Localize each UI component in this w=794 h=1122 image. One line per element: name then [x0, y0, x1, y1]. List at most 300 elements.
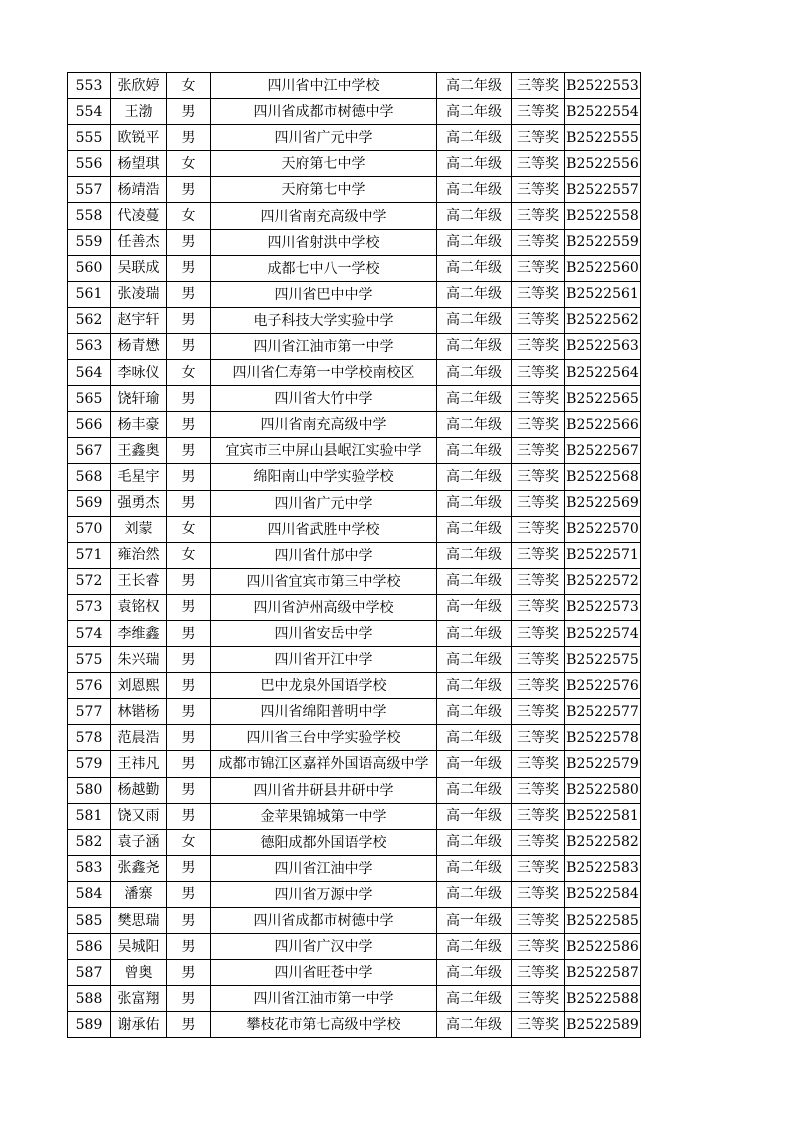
grade-cell: 高二年级: [437, 412, 512, 438]
grade-cell: 高二年级: [437, 673, 512, 699]
school-name: 四川省中江中学校: [267, 78, 380, 95]
school-name: 天府第七中学: [281, 156, 366, 173]
grade-cell: 高二年级: [437, 307, 512, 333]
certificate-code-cell: B2522576: [565, 673, 641, 699]
grade-cell: 高一年级: [437, 803, 512, 829]
award-cell: 三等奖: [512, 490, 565, 516]
award-cell: 三等奖: [512, 386, 565, 412]
school-cell: [211, 464, 437, 490]
award-cell: 三等奖: [512, 908, 565, 934]
table-row: [68, 986, 641, 1012]
certificate-code-cell: B2522564: [565, 360, 641, 386]
student-name-cell: 刘恩熙: [111, 673, 167, 699]
award-cell: 三等奖: [512, 620, 565, 646]
school-cell: [211, 568, 437, 594]
student-name-cell: 袁铭权: [111, 594, 167, 620]
school-name: 四川省三台中学实验学校: [246, 730, 401, 747]
gender-cell: 男: [167, 934, 211, 960]
table-row: [68, 203, 641, 229]
school-cell: [211, 307, 437, 333]
serial-number-cell: 580: [68, 777, 111, 803]
serial-number-cell: 571: [68, 542, 111, 568]
school-name: 四川省广汉中学: [274, 939, 373, 956]
student-name-cell: 赵宇轩: [111, 307, 167, 333]
award-cell: 三等奖: [512, 255, 565, 281]
gender-cell: 男: [167, 803, 211, 829]
school-cell: [211, 281, 437, 307]
student-name-cell: 朱兴瑞: [111, 647, 167, 673]
serial-number-cell: 574: [68, 620, 111, 646]
table-row: [68, 751, 641, 777]
grade-cell: 高二年级: [437, 333, 512, 359]
school-name: 宜宾市三中屏山县岷江实验中学: [225, 443, 422, 460]
student-name-cell: 强勇杰: [111, 490, 167, 516]
grade-cell: 高二年级: [437, 881, 512, 907]
gender-cell: 男: [167, 438, 211, 464]
grade-cell: 高二年级: [437, 125, 512, 151]
school-cell: [211, 438, 437, 464]
school-cell: [211, 960, 437, 986]
table-row: [68, 725, 641, 751]
school-name: 四川省南充高级中学: [260, 208, 387, 225]
serial-number-cell: 583: [68, 855, 111, 881]
school-cell: [211, 699, 437, 725]
school-cell: [211, 73, 437, 99]
student-name-cell: 杨丰豪: [111, 412, 167, 438]
serial-number-cell: 566: [68, 412, 111, 438]
grade-cell: 高二年级: [437, 647, 512, 673]
award-cell: 三等奖: [512, 307, 565, 333]
award-cell: 三等奖: [512, 699, 565, 725]
gender-cell: 男: [167, 412, 211, 438]
grade-cell: 高二年级: [437, 725, 512, 751]
school-cell: [211, 360, 437, 386]
school-name: 攀枝花市第七高级中学校: [246, 1017, 401, 1034]
award-cell: 三等奖: [512, 777, 565, 803]
table-row: [68, 229, 641, 255]
serial-number-cell: 560: [68, 255, 111, 281]
gender-cell: 男: [167, 386, 211, 412]
gender-cell: 男: [167, 333, 211, 359]
student-name-cell: 毛星宇: [111, 464, 167, 490]
table-row: [68, 99, 641, 125]
certificate-code-cell: B2522581: [565, 803, 641, 829]
award-list-table: [67, 72, 641, 1038]
grade-cell: 高一年级: [437, 751, 512, 777]
school-name: 巴中龙泉外国语学校: [260, 678, 387, 695]
award-cell: 三等奖: [512, 934, 565, 960]
award-cell: 三等奖: [512, 829, 565, 855]
award-cell: 三等奖: [512, 855, 565, 881]
serial-number-cell: 557: [68, 177, 111, 203]
award-cell: 三等奖: [512, 803, 565, 829]
grade-cell: 高二年级: [437, 99, 512, 125]
grade-cell: 高二年级: [437, 73, 512, 99]
grade-cell: 高二年级: [437, 386, 512, 412]
school-cell: [211, 516, 437, 542]
school-cell: [211, 803, 437, 829]
school-name: 四川省旺苍中学: [274, 965, 373, 982]
serial-number-cell: 565: [68, 386, 111, 412]
certificate-code-cell: B2522588: [565, 986, 641, 1012]
student-name-cell: 王祎凡: [111, 751, 167, 777]
gender-cell: 女: [167, 542, 211, 568]
serial-number-cell: 586: [68, 934, 111, 960]
gender-cell: 男: [167, 960, 211, 986]
certificate-code-cell: B2522584: [565, 881, 641, 907]
school-name: 绵阳南山中学实验学校: [253, 469, 394, 486]
table-row: [68, 412, 641, 438]
award-cell: 三等奖: [512, 751, 565, 777]
certificate-code-cell: B2522586: [565, 934, 641, 960]
table-row: [68, 594, 641, 620]
award-cell: 三等奖: [512, 125, 565, 151]
school-name: 成都市锦江区嘉祥外国语高级中学: [218, 756, 429, 773]
school-name: 四川省巴中中学: [274, 286, 373, 303]
school-name: 金苹果锦城第一中学: [260, 808, 387, 825]
certificate-code-cell: B2522587: [565, 960, 641, 986]
gender-cell: 女: [167, 360, 211, 386]
student-name-cell: 杨望琪: [111, 151, 167, 177]
table-row: [68, 673, 641, 699]
table-row: [68, 125, 641, 151]
serial-number-cell: 570: [68, 516, 111, 542]
gender-cell: 男: [167, 464, 211, 490]
grade-cell: 高二年级: [437, 777, 512, 803]
serial-number-cell: 553: [68, 73, 111, 99]
serial-number-cell: 587: [68, 960, 111, 986]
gender-cell: 女: [167, 151, 211, 177]
grade-cell: 高二年级: [437, 620, 512, 646]
table-row: [68, 647, 641, 673]
grade-cell: 高一年级: [437, 908, 512, 934]
certificate-code-cell: B2522555: [565, 125, 641, 151]
gender-cell: 男: [167, 490, 211, 516]
certificate-code-cell: B2522577: [565, 699, 641, 725]
gender-cell: 男: [167, 307, 211, 333]
certificate-code-cell: B2522558: [565, 203, 641, 229]
table-row: [68, 281, 641, 307]
student-name-cell: 张欣婷: [111, 73, 167, 99]
school-cell: [211, 125, 437, 151]
school-name: 电子科技大学实验中学: [253, 312, 394, 329]
serial-number-cell: 567: [68, 438, 111, 464]
table-row: [68, 934, 641, 960]
school-name: 四川省万源中学: [274, 886, 373, 903]
school-name: 四川省广元中学: [274, 495, 373, 512]
certificate-code-cell: B2522563: [565, 333, 641, 359]
student-name-cell: 王渤: [111, 99, 167, 125]
award-cell: 三等奖: [512, 725, 565, 751]
certificate-code-cell: B2522560: [565, 255, 641, 281]
student-name-cell: 潘寨: [111, 881, 167, 907]
serial-number-cell: 564: [68, 360, 111, 386]
serial-number-cell: 562: [68, 307, 111, 333]
school-cell: [211, 255, 437, 281]
grade-cell: 高二年级: [437, 1012, 512, 1038]
award-cell: 三等奖: [512, 229, 565, 255]
serial-number-cell: 558: [68, 203, 111, 229]
certificate-code-cell: B2522585: [565, 908, 641, 934]
grade-cell: 高二年级: [437, 177, 512, 203]
grade-cell: 高二年级: [437, 229, 512, 255]
table-row: [68, 307, 641, 333]
serial-number-cell: 573: [68, 594, 111, 620]
school-name: 四川省仁寿第一中学校南校区: [232, 365, 415, 382]
table-row: [68, 360, 641, 386]
table-body: [68, 73, 641, 1038]
student-name-cell: 代凌蔓: [111, 203, 167, 229]
certificate-code-cell: B2522569: [565, 490, 641, 516]
student-name-cell: 饶又雨: [111, 803, 167, 829]
school-cell: [211, 777, 437, 803]
table-row: [68, 151, 641, 177]
school-name: 四川省成都市树德中学: [253, 104, 394, 121]
school-cell: [211, 620, 437, 646]
student-name-cell: 樊思瑞: [111, 908, 167, 934]
grade-cell: 高二年级: [437, 829, 512, 855]
student-name-cell: 杨越勤: [111, 777, 167, 803]
school-cell: [211, 386, 437, 412]
table-row: [68, 73, 641, 99]
certificate-code-cell: B2522565: [565, 386, 641, 412]
school-name: 四川省安岳中学: [274, 626, 373, 643]
table-row: [68, 386, 641, 412]
award-cell: 三等奖: [512, 333, 565, 359]
school-cell: [211, 99, 437, 125]
school-name: 四川省宜宾市第三中学校: [246, 573, 401, 590]
serial-number-cell: 559: [68, 229, 111, 255]
table-row: [68, 699, 641, 725]
table-row: [68, 542, 641, 568]
certificate-code-cell: B2522553: [565, 73, 641, 99]
table-row: [68, 333, 641, 359]
serial-number-cell: 554: [68, 99, 111, 125]
student-name-cell: 范晨浩: [111, 725, 167, 751]
table-row: [68, 438, 641, 464]
grade-cell: 高二年级: [437, 934, 512, 960]
certificate-code-cell: B2522566: [565, 412, 641, 438]
certificate-code-cell: B2522568: [565, 464, 641, 490]
table-row: [68, 177, 641, 203]
gender-cell: 男: [167, 177, 211, 203]
student-name-cell: 王长睿: [111, 568, 167, 594]
student-name-cell: 吴联成: [111, 255, 167, 281]
certificate-code-cell: B2522575: [565, 647, 641, 673]
school-cell: [211, 1012, 437, 1038]
school-cell: [211, 151, 437, 177]
gender-cell: 男: [167, 125, 211, 151]
school-cell: [211, 725, 437, 751]
grade-cell: 高一年级: [437, 594, 512, 620]
school-name: 四川省成都市树德中学: [253, 913, 394, 930]
certificate-code-cell: B2522573: [565, 594, 641, 620]
serial-number-cell: 578: [68, 725, 111, 751]
table-row: [68, 908, 641, 934]
school-cell: [211, 855, 437, 881]
gender-cell: 男: [167, 1012, 211, 1038]
student-name-cell: 吴城阳: [111, 934, 167, 960]
grade-cell: 高二年级: [437, 151, 512, 177]
award-cell: 三等奖: [512, 281, 565, 307]
certificate-code-cell: B2522578: [565, 725, 641, 751]
student-name-cell: 李咏仪: [111, 360, 167, 386]
table-row: [68, 1012, 641, 1038]
certificate-code-cell: B2522559: [565, 229, 641, 255]
award-cell: 三等奖: [512, 203, 565, 229]
serial-number-cell: 575: [68, 647, 111, 673]
gender-cell: 男: [167, 673, 211, 699]
school-cell: [211, 673, 437, 699]
award-cell: 三等奖: [512, 1012, 565, 1038]
student-name-cell: 曾奥: [111, 960, 167, 986]
award-cell: 三等奖: [512, 99, 565, 125]
school-name: 成都七中八一学校: [267, 260, 380, 277]
gender-cell: 男: [167, 855, 211, 881]
award-cell: 三等奖: [512, 438, 565, 464]
school-cell: [211, 751, 437, 777]
school-name: 四川省开江中学: [274, 652, 373, 669]
school-cell: [211, 647, 437, 673]
award-cell: 三等奖: [512, 360, 565, 386]
table-row: [68, 568, 641, 594]
student-name-cell: 杨青懋: [111, 333, 167, 359]
student-name-cell: 杨靖浩: [111, 177, 167, 203]
grade-cell: 高二年级: [437, 986, 512, 1012]
serial-number-cell: 568: [68, 464, 111, 490]
school-cell: [211, 412, 437, 438]
grade-cell: 高二年级: [437, 490, 512, 516]
school-cell: [211, 203, 437, 229]
school-name: 四川省井研县井研中学: [253, 782, 394, 799]
certificate-code-cell: B2522554: [565, 99, 641, 125]
school-name: 四川省什邡中学: [274, 547, 373, 564]
gender-cell: 女: [167, 73, 211, 99]
grade-cell: 高二年级: [437, 464, 512, 490]
certificate-code-cell: B2522580: [565, 777, 641, 803]
serial-number-cell: 584: [68, 881, 111, 907]
school-name: 四川省绵阳普明中学: [260, 704, 387, 721]
award-cell: 三等奖: [512, 647, 565, 673]
school-name: 四川省南充高级中学: [260, 417, 387, 434]
certificate-code-cell: B2522570: [565, 516, 641, 542]
certificate-code-cell: B2522561: [565, 281, 641, 307]
student-name-cell: 张鑫尧: [111, 855, 167, 881]
table-row: [68, 516, 641, 542]
school-name: 四川省武胜中学校: [267, 521, 380, 538]
student-name-cell: 张凌瑞: [111, 281, 167, 307]
table-row: [68, 829, 641, 855]
school-cell: [211, 908, 437, 934]
school-cell: [211, 333, 437, 359]
certificate-code-cell: B2522582: [565, 829, 641, 855]
award-cell: 三等奖: [512, 986, 565, 1012]
school-name: 四川省广元中学: [274, 130, 373, 147]
award-cell: 三等奖: [512, 516, 565, 542]
school-cell: [211, 986, 437, 1012]
certificate-code-cell: B2522574: [565, 620, 641, 646]
certificate-code-cell: B2522579: [565, 751, 641, 777]
serial-number-cell: 589: [68, 1012, 111, 1038]
serial-number-cell: 588: [68, 986, 111, 1012]
gender-cell: 男: [167, 881, 211, 907]
certificate-code-cell: B2522572: [565, 568, 641, 594]
student-name-cell: 饶轩瑜: [111, 386, 167, 412]
school-name: 四川省江油市第一中学: [253, 338, 394, 355]
student-name-cell: 李维鑫: [111, 620, 167, 646]
serial-number-cell: 563: [68, 333, 111, 359]
school-cell: [211, 594, 437, 620]
gender-cell: 男: [167, 777, 211, 803]
school-name: 四川省泸州高级中学校: [253, 599, 394, 616]
grade-cell: 高二年级: [437, 516, 512, 542]
award-cell: 三等奖: [512, 464, 565, 490]
certificate-code-cell: B2522556: [565, 151, 641, 177]
serial-number-cell: 577: [68, 699, 111, 725]
certificate-code-cell: B2522583: [565, 855, 641, 881]
gender-cell: 男: [167, 699, 211, 725]
award-cell: 三等奖: [512, 881, 565, 907]
award-cell: 三等奖: [512, 960, 565, 986]
student-name-cell: 谢承佑: [111, 1012, 167, 1038]
student-name-cell: 任善杰: [111, 229, 167, 255]
serial-number-cell: 576: [68, 673, 111, 699]
school-cell: [211, 542, 437, 568]
certificate-code-cell: B2522571: [565, 542, 641, 568]
student-name-cell: 林锴杨: [111, 699, 167, 725]
grade-cell: 高二年级: [437, 855, 512, 881]
grade-cell: 高二年级: [437, 699, 512, 725]
certificate-code-cell: B2522562: [565, 307, 641, 333]
gender-cell: 女: [167, 203, 211, 229]
award-cell: 三等奖: [512, 568, 565, 594]
grade-cell: 高二年级: [437, 568, 512, 594]
certificate-code-cell: B2522557: [565, 177, 641, 203]
student-name-cell: 刘蒙: [111, 516, 167, 542]
gender-cell: 男: [167, 99, 211, 125]
table-row: [68, 960, 641, 986]
serial-number-cell: 582: [68, 829, 111, 855]
gender-cell: 男: [167, 725, 211, 751]
award-cell: 三等奖: [512, 673, 565, 699]
student-name-cell: 欧锐平: [111, 125, 167, 151]
school-name: 四川省江油市第一中学: [253, 991, 394, 1008]
serial-number-cell: 572: [68, 568, 111, 594]
gender-cell: 男: [167, 751, 211, 777]
grade-cell: 高二年级: [437, 542, 512, 568]
school-cell: [211, 934, 437, 960]
gender-cell: 男: [167, 255, 211, 281]
gender-cell: 男: [167, 594, 211, 620]
award-cell: 三等奖: [512, 542, 565, 568]
gender-cell: 男: [167, 647, 211, 673]
table-row: [68, 855, 641, 881]
grade-cell: 高二年级: [437, 281, 512, 307]
grade-cell: 高二年级: [437, 203, 512, 229]
serial-number-cell: 561: [68, 281, 111, 307]
gender-cell: 男: [167, 986, 211, 1012]
gender-cell: 男: [167, 908, 211, 934]
award-cell: 三等奖: [512, 177, 565, 203]
serial-number-cell: 556: [68, 151, 111, 177]
table-row: [68, 777, 641, 803]
table-row: [68, 881, 641, 907]
gender-cell: 男: [167, 620, 211, 646]
student-name-cell: 袁子涵: [111, 829, 167, 855]
school-name: 天府第七中学: [281, 182, 366, 199]
school-cell: [211, 490, 437, 516]
award-cell: 三等奖: [512, 73, 565, 99]
